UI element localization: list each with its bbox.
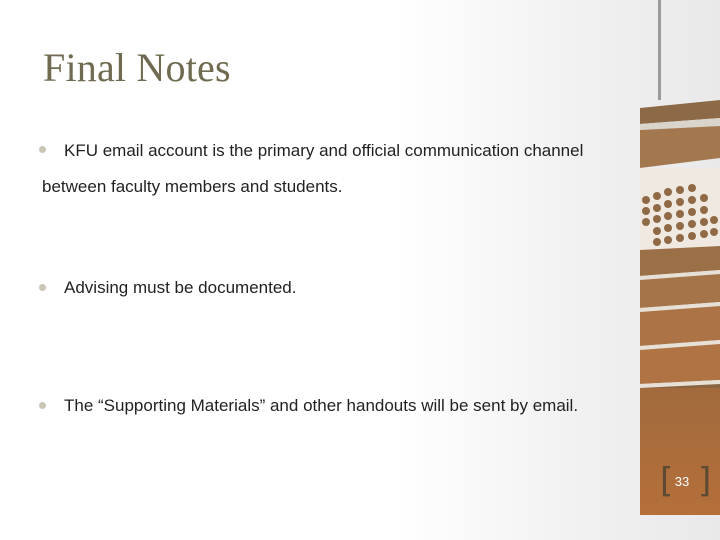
- spire-shape: [658, 0, 661, 100]
- bullet-1-line-2: between faculty members and students.: [42, 177, 343, 196]
- bullet-dot-icon: [39, 402, 46, 409]
- band-2: [640, 274, 720, 308]
- band-3: [640, 306, 720, 346]
- slide-title: Final Notes: [43, 45, 231, 90]
- bullet-2-line-1: Advising must be documented.: [64, 278, 297, 297]
- bullet-dot-icon: [39, 146, 46, 153]
- bullet-1-line-1: KFU email account is the primary and official communication channel: [64, 141, 584, 160]
- page-number: 33: [674, 474, 690, 489]
- bracket-right-icon: ]: [698, 461, 712, 501]
- band-4: [640, 344, 720, 384]
- building-decoration: [640, 0, 720, 515]
- bullet-3-line-1: The “Supporting Materials” and other handouts will be sent by email.: [64, 396, 579, 415]
- upper-band: [640, 126, 720, 168]
- bracket-left-icon: [: [660, 461, 674, 501]
- bullet-dot-icon: [39, 284, 46, 291]
